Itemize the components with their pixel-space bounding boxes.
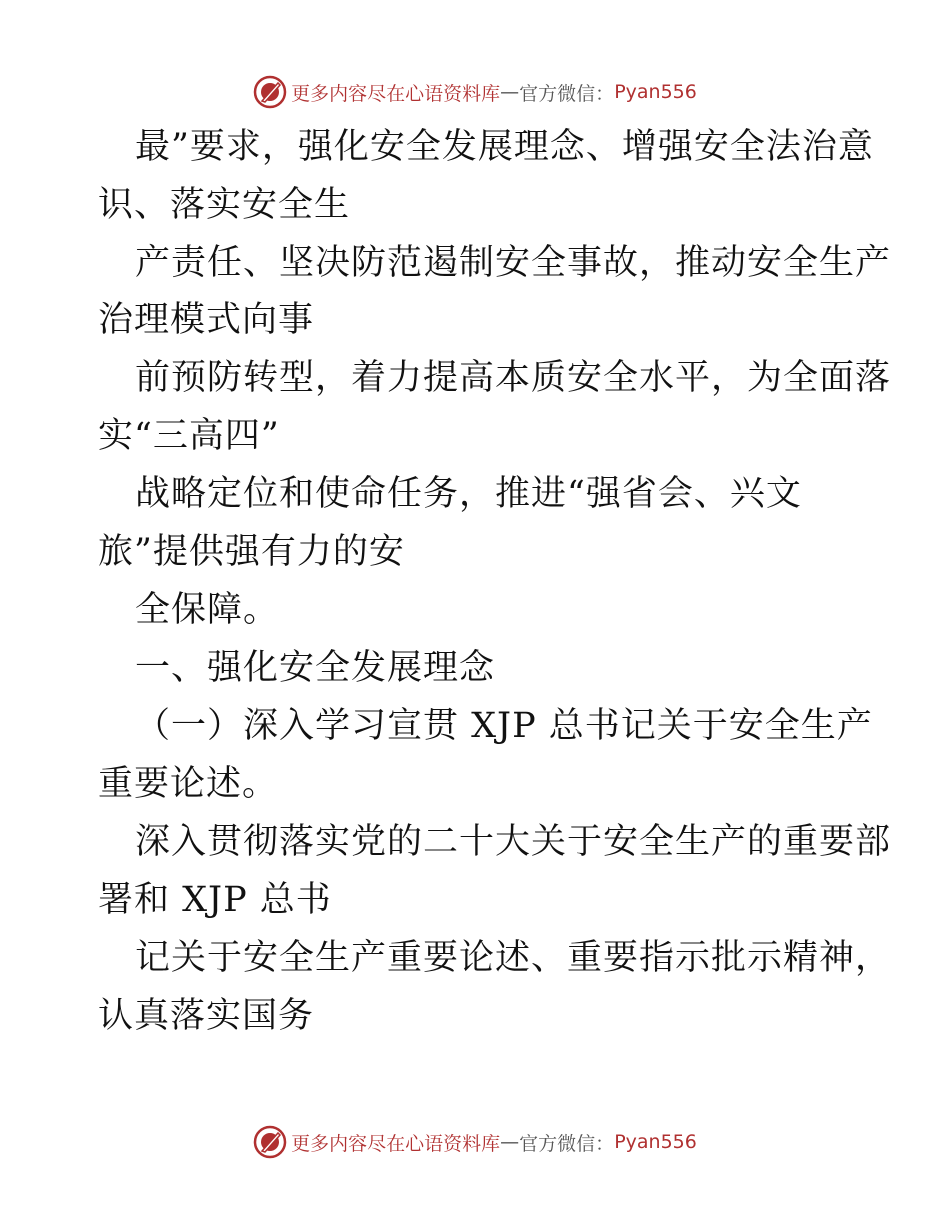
watermark-sub-text: 官方微信： [519, 1132, 615, 1155]
body-line: 认真落实国务 [98, 996, 315, 1036]
subsection-heading: （一）深入学习宣贯 XJP 总书记关于安全生产 [135, 706, 873, 746]
body-line: 署和 XJP 总书 [98, 880, 332, 920]
body-line: 治理模式向事 [98, 300, 315, 340]
body-line: 前预防转型，着力提高本质安全水平，为全面落 [135, 358, 892, 398]
body-line: 深入贯彻落实党的二十大关于安全生产的重要部 [135, 822, 892, 862]
watermark-id: Pyan556 [614, 1131, 697, 1153]
watermark-main-text: 更多内容尽在心语资料库 [291, 82, 501, 105]
body-line: 识、落实安全生 [98, 185, 351, 225]
body-line: 记关于安全生产重要论述、重要指示批示精神， [135, 938, 892, 978]
quill-logo-icon [253, 1125, 287, 1159]
body-line: 重要论述。 [98, 764, 279, 804]
watermark-dash: — [500, 81, 520, 103]
body-line: 全保障。 [135, 590, 280, 630]
body-line: 实“三高四” [98, 416, 280, 456]
watermark-sub-text: 官方微信： [519, 82, 615, 105]
body-line: 旅”提供强有力的安 [98, 532, 405, 572]
body-line: 战略定位和使命任务，推进“强省会、兴文 [135, 474, 802, 514]
body-line: 最”要求，强化安全发展理念、增强安全法治意 [135, 127, 874, 167]
watermark-id: Pyan556 [614, 81, 697, 103]
footer-watermark [0, 1122, 950, 1162]
body-line: 产责任、坚决防范遏制安全事故，推动安全生产 [135, 243, 892, 283]
watermark-main-text: 更多内容尽在心语资料库 [291, 1132, 501, 1155]
section-heading: 一、强化安全发展理念 [135, 648, 496, 688]
watermark-dash: — [500, 1131, 520, 1153]
